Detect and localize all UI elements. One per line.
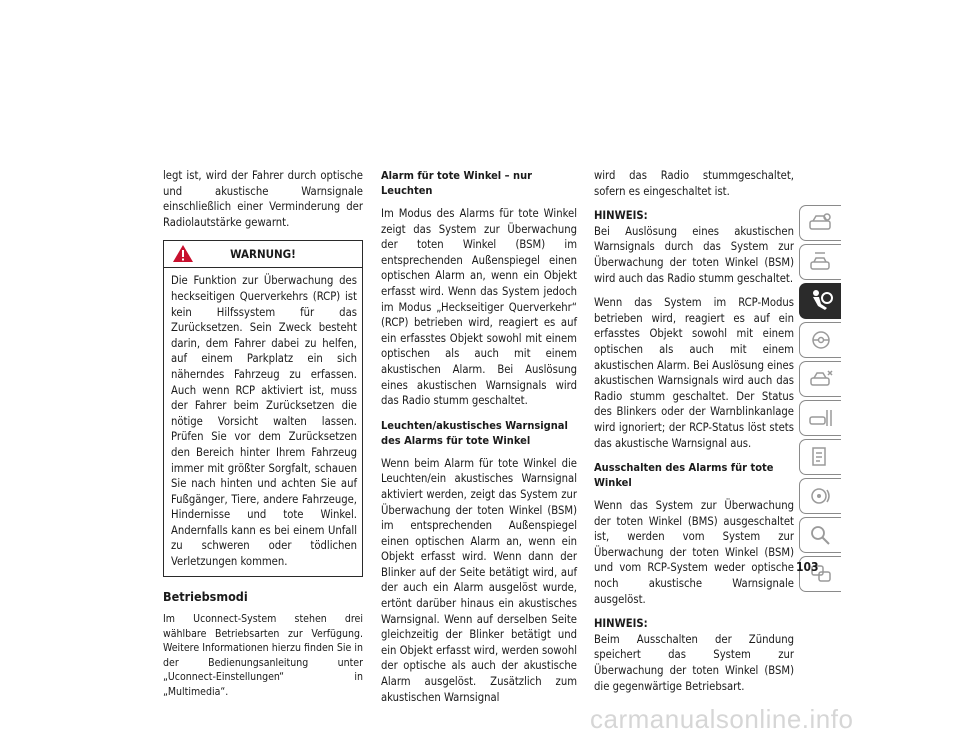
note-text-2: Beim Ausschalten der Zündung speichert das System zur Überwachung der toten Winkel (BSM) die gegenwärtige Betriebsart.	[594, 632, 794, 693]
warning-header	[164, 241, 362, 268]
warning-title: WARNUNG!	[230, 246, 296, 261]
left-column	[163, 168, 363, 708]
tab-dashboard[interactable]	[799, 205, 841, 241]
note-text-1: Bei Auslösung eines akustischen Warnsignals durch das System zur Überwachung der toten Winkel (BSM) wird auch das Radio stumm geschaltet.	[594, 224, 794, 285]
vehicle-info-icon	[807, 250, 835, 274]
warning-triangle-icon	[172, 244, 194, 263]
note-label-1: HINWEIS:	[594, 209, 648, 223]
heading-leuchten-akustisch: Leuchten/akustisches Warnsignal des Alarms für tote Winkel	[381, 418, 568, 447]
paragraph-leuchten-akustisch: Wenn beim Alarm für tote Winkel die Leuchten/ein akustisches Warnsignal aktiviert werden, zeigt das System zur Überwachung der toten Winkel (BSM) im entsprechenden Außenspiegel einen optischen Alarm an, wenn ein Objekt erfasst wird. Wenn dann der Blinker auf der Seite betätigt wird, auf der auch ein Alarm ausgelöst wurde, ertönt darüber hinaus ein akustisches Warnsignal. Wenn auf derselben Seite gleichzeitig der Blinker betätigt und ein Objekt erfasst wird, werden sowohl der optische als auch der akustische Alarm ausgelöst. Zusätzlich zum akustischen Warnsignal	[381, 456, 577, 704]
intro-paragraph: legt ist, wird der Fahrer durch optische und akustische Warnsignale einschließlich einer Verminderung der Radiolautstärke gewarnt.	[163, 169, 363, 229]
tab-specifications[interactable]	[799, 439, 841, 475]
search-index-icon	[807, 523, 835, 547]
steering-wheel-icon	[807, 328, 835, 352]
paragraph-alarm-leuchten: Im Modus des Alarms für tote Winkel zeigt das System zur Überwachung der toten Winkel (BSM) im entsprechenden Außenspiegel einen optischen Alarm an, wenn ein Objekt erfasst wird. Wenn das System jedoch im Modus „Heckseitiger Querverkehr“ (RCP) betrieben wird, reagiert es auf ein erfasstes Objekt sowohl mit einem optischen als auch mit einem akustischen Alarm. Bei Auslösung eines akustischen Warnsignals wird das Radio stumm geschaltet.	[381, 207, 577, 408]
tab-multimedia[interactable]	[799, 478, 841, 514]
tab-steering[interactable]	[799, 322, 841, 358]
note-label-2: HINWEIS:	[594, 617, 648, 631]
paragraph-ausschalten: Wenn das System zur Überwachung der toten Winkel (BMS) ausgeschaltet ist, werden vom System zur Überwachung der toten Winkel (BSM) und vom RCP-System weder optische noch akustische Warnsignale ausgelöst.	[594, 499, 794, 606]
specifications-icon	[807, 445, 835, 469]
warning-box	[163, 240, 363, 576]
airbag-safety-icon	[807, 288, 835, 314]
service-tools-icon	[807, 406, 835, 430]
multimedia-icon	[807, 484, 835, 508]
warning-text: Die Funktion zur Überwachung des heckseitigen Querverkehrs (RCP) ist kein Hilfssystem für das Zurücksetzen. Sein Zweck besteht darin, dem Fahrer dabei zu helfen, auf einem Parkplatz ein sich näherndes Fahrzeug zu erfassen. Auch wenn RCP aktiviert ist, muss der Fahrer beim Zurücksetzen die nötige Vorsicht walten lassen. Prüfen Sie vor dem Zurücksetzen den Bereich hinter Ihrem Fahrzeug immer mit größter Sorgfalt, schauen Sie nach hinten und achten Sie auf Fußgänger, Tiere, andere Fahrzeuge, Hindernisse und tote Winkel. Andernfalls kann es bei einem Unfall zu schweren oder tödlichen Verletzungen kommen.	[171, 274, 357, 569]
heading-ausschalten: Ausschalten des Alarms für tote Winkel	[594, 461, 774, 490]
warning-body	[164, 268, 362, 575]
watermark: carmanualsonline.info	[590, 704, 854, 734]
heading-alarm-leuchten: Alarm für tote Winkel – nur Leuchten	[381, 169, 533, 197]
middle-column	[381, 168, 577, 714]
paragraph-rcp-modus: Wenn das System im RCP-Modus betrieben wird, reagiert es auf ein erfasstes Objekt sowohl mit einem optischen als auch mit einem akustischen Alarm. Bei Auslösung eines akustischen Warnsignals wird auch das Radio stumm geschaltet. Der Status des Blinkers oder der Warnblinkanlage wird ignoriert; der RCP-Status löst stets das akustische Warnsignal aus.	[594, 296, 794, 450]
page-number: 103	[796, 560, 819, 574]
emergency-car-icon	[807, 367, 835, 391]
paragraph-radio-stumm: wird das Radio stummgeschaltet, sofern es eingeschaltet ist.	[594, 169, 794, 198]
section-text-betriebsmodi: Im Uconnect-System stehen drei wählbare Betriebsarten zur Verfügung. Weitere Informationen hierzu finden Sie in der Bedienungsanleitung unter „Uconnect-Einstellungen“ in „Multimedia“.	[163, 613, 363, 698]
car-dashboard-icon	[807, 211, 835, 235]
tab-vehicle-info[interactable]	[799, 244, 841, 280]
right-column	[594, 168, 794, 703]
tab-emergency[interactable]	[799, 361, 841, 397]
tab-index[interactable]	[799, 517, 841, 553]
tab-safety[interactable]	[799, 283, 841, 319]
chapter-tabs	[799, 205, 841, 595]
section-title-betriebsmodi: Betriebsmodi	[163, 588, 248, 604]
tab-service[interactable]	[799, 400, 841, 436]
